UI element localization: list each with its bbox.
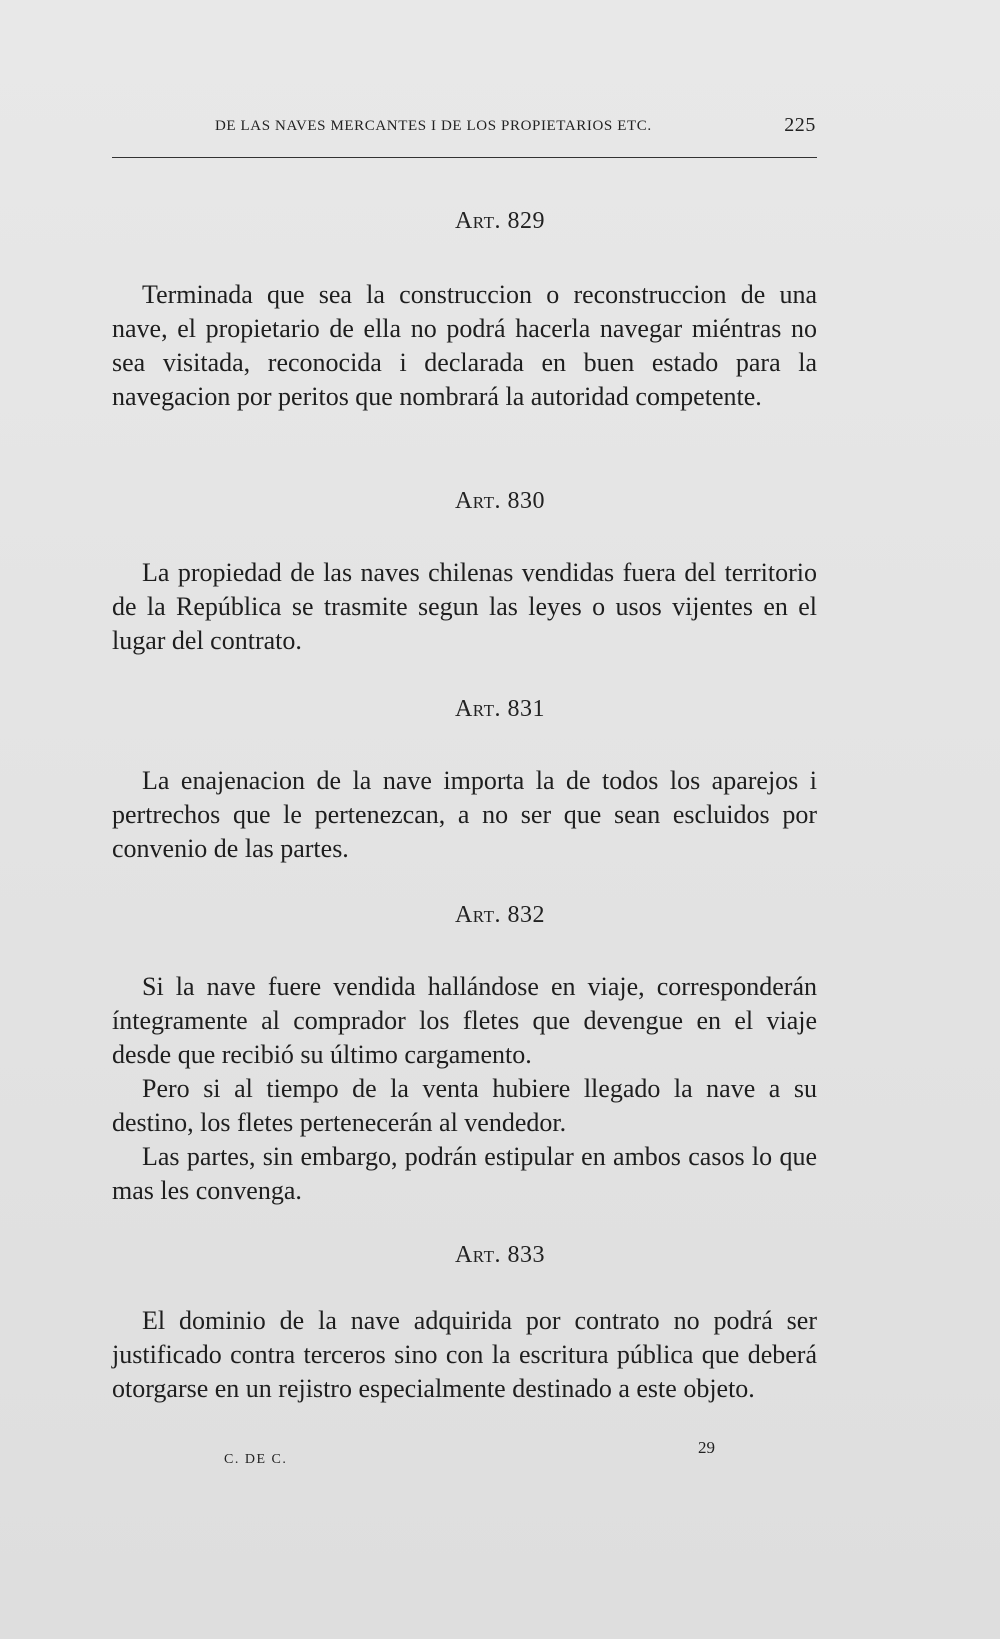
article-heading-829 [0,208,1000,235]
article-label: Art. [454,1242,502,1268]
article-number: 829 [507,208,546,234]
article-label: Art. [454,696,502,722]
article-number: 830 [507,488,546,514]
article-heading-832 [0,902,1000,929]
running-head [112,114,816,137]
article-label: Art. [454,488,502,514]
sheet-number: 29 [698,1438,715,1457]
article-heading-833 [0,1242,1000,1269]
article-832-paragraph-1: Si la nave fuere vendida hallándose en viaje, corresponderán íntegramente al comprador los fletes que devengue en el viaje desde que recibió su último cargamento. [112,972,817,1069]
signature-mark: C. DE C. [224,1452,288,1467]
article-heading-831 [0,696,1000,723]
article-heading-830 [0,488,1000,515]
article-831-paragraph-1: La enajenacion de la nave importa la de todos los aparejos i pertrechos que le pertenezcan, a no ser que sean escluidos por convenio de las partes. [112,766,817,863]
article-label: Art. [454,208,502,234]
article-number: 831 [507,696,546,722]
article-number: 833 [507,1242,546,1268]
article-829-paragraph-1: Terminada que sea la construccion o reconstruccion de una nave, el propietario de ella no podrá hacerla navegar miéntras no sea visitada, reconocida i declarada en buen estado para la navegacion por peritos que nombrará la autoridad competente. [112,280,817,411]
page-number: 225 [784,114,816,136]
article-label: Art. [454,902,502,928]
article-832-paragraph-2: Pero si al tiempo de la venta hubiere llegado la nave a su destino, los fletes pertenecerán al vendedor. [112,1074,817,1137]
header-rule [112,157,817,158]
article-832-paragraph-3: Las partes, sin embargo, podrán estipular en ambos casos lo que mas les convenga. [112,1142,817,1205]
article-833-paragraph-1: El dominio de la nave adquirida por contrato no podrá ser justificado contra terceros sino con la escritura pública que deberá otorgarse en un rejistro especialmente destinado a este objeto. [112,1306,817,1403]
article-number: 832 [507,902,546,928]
running-head-title: DE LAS NAVES MERCANTES I DE LOS PROPIETARIOS ETC. [215,118,652,134]
article-830-paragraph-1: La propiedad de las naves chilenas vendidas fuera del territorio de la República se trasmite segun las leyes o usos vijentes en el lugar del contrato. [112,558,817,655]
